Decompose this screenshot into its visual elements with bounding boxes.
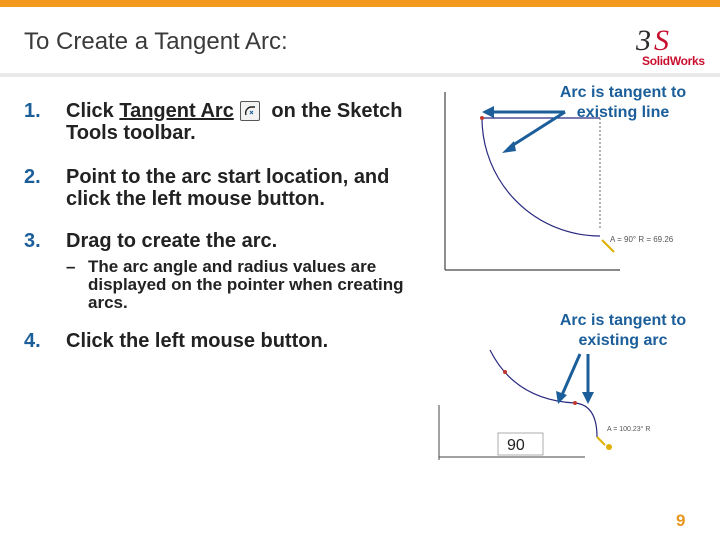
step-number: 1. <box>24 100 41 122</box>
tangent-arc-tool-icon[interactable] <box>240 101 260 121</box>
header-accent-bar <box>0 0 720 7</box>
ds-logo-icon <box>630 20 710 56</box>
step-4 <box>24 330 424 352</box>
callout-arrow-arc <box>550 350 600 410</box>
arrow-head-icon <box>502 141 516 153</box>
step-text: Point to the arc start location, and click the left mouse button. <box>66 166 390 210</box>
callout-text: Arc is tangent to existing line <box>559 84 687 121</box>
step-text: Click the left mouse button. <box>66 330 329 352</box>
step-number: 2. <box>24 166 41 188</box>
arc-point <box>503 370 507 374</box>
arrow-head-icon <box>582 392 594 404</box>
slide-title: To Create a Tangent Arc: <box>24 28 288 55</box>
step-text-after: on the Sketch Tools toolbar. <box>66 100 403 144</box>
logo-wordmark: SolidWorks <box>642 54 705 68</box>
step-2 <box>24 166 424 210</box>
dimension-value: 90 <box>507 437 525 454</box>
pencil-pointer-icon <box>597 437 605 445</box>
step-3 <box>24 230 424 312</box>
arrow-to-arc <box>562 354 580 395</box>
arc-readout: A = 100.23° R <box>607 426 651 433</box>
svg-text:3: 3 <box>636 24 651 56</box>
step-number: 3. <box>24 230 41 252</box>
svg-text:S: S <box>654 24 669 56</box>
step-text <box>66 100 424 144</box>
tangent-arc-link[interactable]: Tangent Arc <box>119 100 234 122</box>
substep-text: The arc angle and radius values are displayed on the pointer when creating arcs. <box>88 257 404 312</box>
solidworks-logo <box>630 20 710 70</box>
callout-tangent-arc <box>548 311 698 351</box>
page-number: 9 <box>676 511 686 530</box>
callout-text: Arc is tangent to existing arc <box>559 312 687 349</box>
instruction-list <box>24 100 424 368</box>
step-text: Drag to create the arc. <box>66 230 278 252</box>
title-divider <box>0 73 720 77</box>
step-text-before: Click <box>66 100 120 122</box>
step-1 <box>24 100 424 144</box>
substep-dash: – <box>66 257 76 276</box>
cursor-target-icon <box>606 444 612 450</box>
callout-tangent-line <box>548 83 698 123</box>
substep <box>66 258 424 312</box>
arrow-head-icon <box>482 106 494 118</box>
step-number: 4. <box>24 330 41 352</box>
arc-readout: A = 90° R = 69.26 <box>610 235 674 244</box>
